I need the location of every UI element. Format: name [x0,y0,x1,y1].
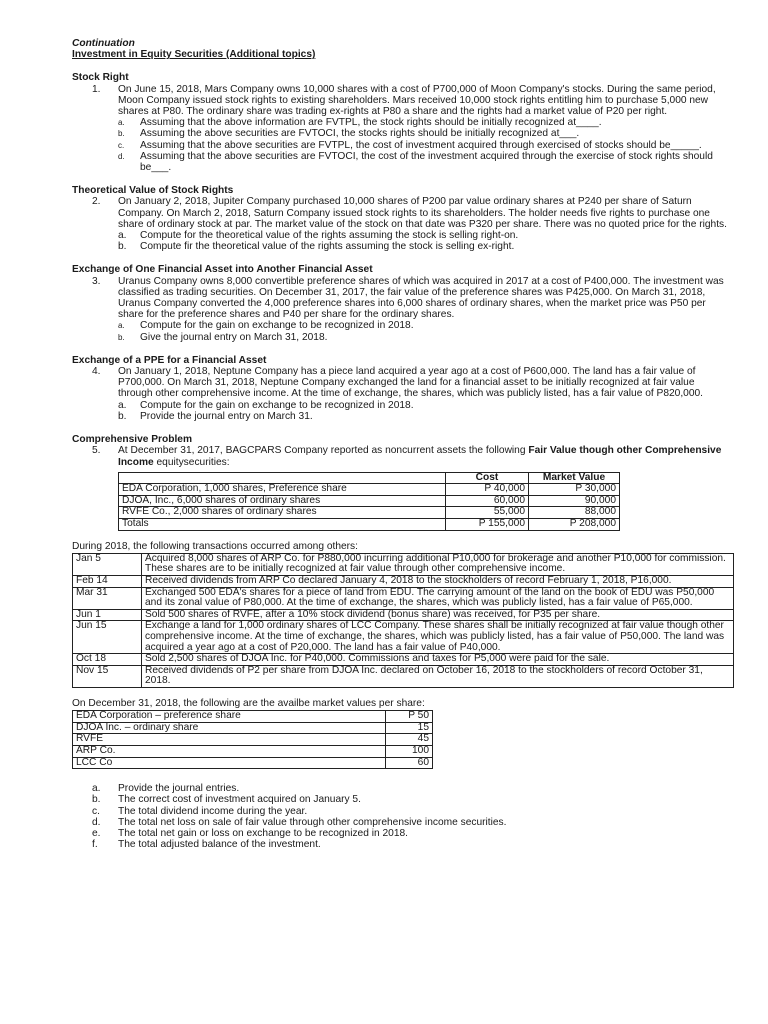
table-row: RVFE Co., 2,000 shares of ordinary shares 55,000 88,000 [119,507,620,519]
list-item: b. Provide the journal entry on March 31. [118,410,313,422]
list-item: b. Assuming the above securities are FVTOCI, the stocks rights should be initially recognized at___. [118,128,580,140]
table-row: Feb 14 Received dividends from ARP Co declared January 4, 2018 to the stockholders of record February 1, 2018, P16,000. [73,576,734,588]
list-item: a. Compute for the gain on exchange to be recognized in 2018. [118,320,414,332]
table-row: Totals P 155,000 P 208,000 [119,519,620,531]
table-row: LCC Co 60 [73,757,433,769]
problem-1-items [118,117,728,173]
problem-5 [92,445,728,467]
list-item: a. Compute for the theoretical value of the rights assuming the stock is selling right-on. [118,230,519,242]
table-row: Jan 5 Acquired 8,000 shares of ARP Co. for P880,000 incurring additional P10,000 for brokerage and another P10,000 for commission. These shares are to be initially recognized at fair value through other comprehensive income. [73,553,734,575]
table-row: ARP Co. 100 [73,745,433,757]
problem-text: On June 15, 2018, Mars Company owns 10,000 shares with a cost of P700,000 of Moon Company's stocks. During the same period, Moon Company issued stock rights to existing shareholders. Mars received 10,000 stock rights entitling him to purchase 5,000 new shares at P80. The ordinary share was trading ex-rights at P80 a share and the rights had a market value of P20 per right. [118,83,716,118]
table-row: DJOA, Inc., 6,000 shares of ordinary shares 60,000 90,000 [119,495,620,507]
problem-2-items [118,230,728,252]
list-item: d. The total net loss on sale of fair value through other comprehensive income securities. [92,816,507,828]
heading-exchange-financial-asset: Exchange of One Financial Asset into Another Financial Asset [72,264,373,276]
problem-3 [92,276,728,321]
securities-table [118,472,620,531]
requirements-list [92,783,728,850]
problem-2 [92,196,728,230]
market-values-intro: On December 31, 2018, the following are the availbe market values per share: [72,698,425,709]
table-row: Nov 15 Received dividends of P2 per share from DJOA Inc. declared on October 16, 2018 to the stockholders of record October 31, 2018. [73,665,734,687]
list-item: d. Assuming that the above securities are FVTOCI, the cost of the investment acquired through the exercise of stock rights should be___. [118,150,713,174]
list-item: b. The correct cost of investment acquired on January 5. [92,794,361,806]
table-row: EDA Corporation – preference share P 50 [73,711,433,723]
table-row: Mar 31 Exchanged 500 EDA's shares for a piece of land from EDU. The carrying amount of the land on the book of EDU was P50,000 and its zonal value of P80,000. At the time of exchange, the shares, which was publicly listed, has a fair value of P65,000. [73,587,734,609]
transactions-table [72,553,734,688]
heading-stock-right: Stock Right [72,72,129,84]
heading-exchange-ppe: Exchange of a PPE for a Financial Asset [72,354,267,366]
table-row: Oct 18 Sold 2,500 shares of DJOA Inc. for P40,000. Commissions and taxes for P5,000 were paid for the sale. [73,654,734,666]
problem-4-items [118,400,728,422]
table-row: Jun 1 Sold 500 shares of RVFE, after a 10% stock dividend (bonus share) was received, for P35 per share. [73,609,734,621]
table-row: RVFE 45 [73,734,433,746]
problem-text: On January 1, 2018, Neptune Company has a piece land acquired a year ago at a cost of P600,000. The land has a fair value of P700,000. On March 31, 2018, Neptune Company exchanged the land for a financial asset to be initially recognized at fair value through other comprehensive income. At the time of exchange, the shares, which was publicly listed, has a fair value of P820,000. [118,366,703,400]
problem-number: 1. [92,83,101,95]
problem-number: 3. [92,275,101,287]
transactions-intro: During 2018, the following transactions occurred among others: [72,540,358,552]
list-item: e. The total net gain or loss on exchange to be recognized in 2018. [92,827,408,839]
problem-number: 4. [92,366,101,378]
problem-4 [92,366,728,400]
market-values-table [72,710,433,769]
problem-3-items [118,320,728,342]
list-item: f. The total adjusted balance of the investment. [92,839,321,851]
list-item: c. Assuming that the above securities are FVTPL, the cost of investment acquired through exercised of stocks should be_____. [118,139,702,151]
problem-number: 2. [92,196,101,208]
problem-number: 5. [92,445,101,457]
heading-theoretical-value: Theoretical Value of Stock Rights [72,185,234,197]
table-header-row: Cost Market Value [119,472,620,484]
problem-text: On January 2, 2018, Jupiter Company purchased 10,000 shares of P200 par value ordinary shares at P240 per share of Saturn Company. On March 2, 2018, Saturn Company issued stock rights to its shareholders. The holder needs five rights to purchase one share of ordinary stock at par. The market value of the stock on that date was P320 per share. There was no quoted price for the rights. [118,196,727,230]
list-item: a. Compute for the gain on exchange to be recognized in 2018. [118,399,414,411]
heading-comprehensive-problem: Comprehensive Problem [72,434,193,446]
list-item: a. Provide the journal entries. [92,783,240,795]
problem-text: Uranus Company owns 8,000 convertible preference shares of which was acquired in 2017 at a cost of P400,000. The investment was classified as trading securities. On December 31, 2017, the fair value of the preference shares was P425,000. On March 31, 2018, Uranus Company converted the 4,000 preference shares into 6,000 shares of ordinary shares, when the market price was P50 per share for the preference shares and P40 per share for the ordinary shares. [118,275,724,321]
table-row: Jun 15 Exchange a land for 1,000 ordinary shares of LCC Company. These shares shall be initially recognized at fair value though other comprehensive income. At the time of exchange, the shares, which was publicly listed, has a fair value of P50,000. The land was acquired a year ago at a cost of P20,000. The land has a fair value of P40,000. [73,621,734,654]
table-row: DJOA Inc. – ordinary share 15 [73,722,433,734]
document-title: Investment in Equity Securities (Additional topics) [72,49,316,61]
problem-1 [92,84,728,118]
list-item: c. The total dividend income during the year. [92,805,308,817]
list-item: b. Compute fir the theoretical value of the rights assuming the stock is selling ex-right. [118,241,515,253]
list-item: a. Assuming that the above information are FVTPL, the stock rights should be initially recognized at____. [118,117,602,129]
problem-text: At December 31, 2017, BAGCPARS Company reported as noncurrent assets the following Fair Value though other Comprehensive Income equitysecurities: [118,445,722,468]
continuation-label: Continuation [72,38,135,49]
list-item: b. Give the journal entry on March 31, 2018. [118,331,328,343]
table-row: EDA Corporation, 1,000 shares, Preference share P 40,000 P 30,000 [119,484,620,496]
